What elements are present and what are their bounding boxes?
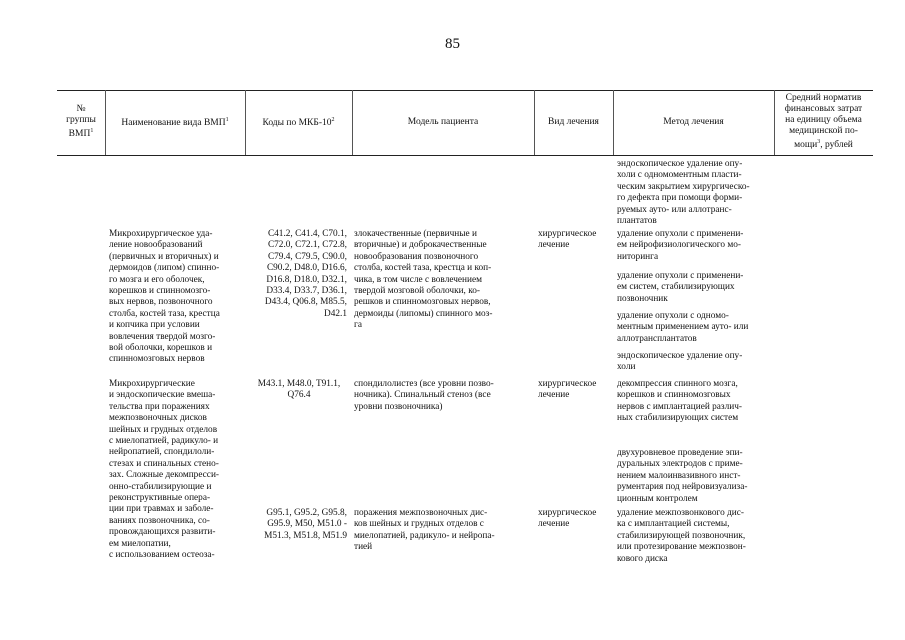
method-1d: эндоскопическое удаление опу- холи xyxy=(617,351,743,373)
header-group: № группы ВМП$^1$ xyxy=(66,104,96,140)
treatment-type-1: хирургическое лечение xyxy=(538,229,597,251)
header-model: Модель пациента xyxy=(407,117,479,127)
vmp-name-1: Микрохирургическое уда- ление новообразований (первичных и вторичных) и дермоидов (липом) спинно- го мозга и его оболочек, корешков и спинномозго- вых нервов, позвоночного столба, костей таза, крестца и копчика при условии вовлечения твердой мозго- вой оболочки, корешков и спинномозговых нервов xyxy=(109,229,220,365)
header-name: Наименование вида ВМП$^1$ xyxy=(121,117,229,129)
patient-model-1: злокачественные (первичные и вторичные) и доброкачественные новообразования позвоночного столба, костей таза, крестца и коп- чика, в том числе с вовлечением твердой мозговой оболочки, ко- решков и спинномозговых нервов, дермоиды (липомы) спинного моз- га xyxy=(354,229,493,331)
treatment-type-2: хирургическое лечение xyxy=(538,379,597,401)
treatment-type-3: хирургическое лечение xyxy=(538,508,597,530)
header-method: Метод лечения xyxy=(663,117,724,127)
header-codes: Коды по МКБ-$10^2$ xyxy=(262,117,335,129)
patient-model-2: спондилолистез (все уровни позво- ночника). Спинальный стеноз (все уровни позвоночника) xyxy=(354,379,494,412)
icd-codes-3: G95.1, G95.2, G95.8, G95.9, M50, M51.0 - M51.3, M51.8, M51.9 xyxy=(264,508,347,541)
method-1a: удаление опухоли с применени- ем нейрофизиологического мо- ниторинга xyxy=(617,229,744,262)
header-type: Вид лечения xyxy=(548,117,599,127)
method-top: эндоскопическое удаление опу- холи с одномоментным пласти- ческим закрытием хирургическо- го дефекта при помощи форми- руемых ауто- или аллотранс- плантатов xyxy=(617,159,750,227)
icd-codes-2: M43.1, M48.0, T91.1, Q76.4 xyxy=(257,379,341,401)
header-bottom-rule xyxy=(57,155,873,156)
page-number: 85 xyxy=(445,36,460,52)
method-2a: декомпрессия спинного мозга, корешков и спинномозговых нервов с имплантацией различ- ных стабилизирующих систем xyxy=(617,379,742,424)
method-3a: удаление межпозвонкового дис- ка с имплантацией системы, стабилизирующей позвоночник, или протезирование межпозвон- кового диска xyxy=(617,508,746,564)
method-1c: удаление опухоли с одномо- ментным применением ауто- или аллотрансплантатов xyxy=(617,311,749,344)
icd-codes-1: C41.2, C41.4, C70.1, C72.0, C72.1, C72.8, C79.4, C79.5, C90.0, C90.2, D48.0, D16.6, D16.8, D18.0, D32.1, D33.4, D33.7, D36.1, D43.4, Q06.8, M85.5, D42.1 xyxy=(264,229,347,319)
vmp-name-2: Микрохирургические и эндоскопические вмеша- тельства при поражениях межпозвоночных дисков шейных и грудных отделов с миелопатией, радикуло- и нейропатией, спондилоли- стезах и спинальных стено- зах. Сложные декомпресси- онно-стабилизирующие и реконструктивные опера- ции при травмах и заболе- ваниях позвоночника, со- провождающихся развити- ем миелопатии, с использованием остеоза- xyxy=(109,379,220,561)
method-1b: удаление опухоли с применени- ем систем, стабилизирующих позвоночник xyxy=(617,271,744,304)
header-norm: Средний норматив финансовых затрат на единицу объема медицинской по- мощи$^3$, рублей xyxy=(784,93,863,151)
vmp-table xyxy=(57,90,873,594)
patient-model-3: поражения межпозвоночных дис- ков шейных и грудных отделов с миелопатией, радикуло- и нейропа- тией xyxy=(354,508,495,553)
method-2b: двухуровневое проведение эпи- дуральных электродов с приме- нением малоинвазивного инст- рументария под нейровизуализа- ционным контролем xyxy=(617,448,748,504)
